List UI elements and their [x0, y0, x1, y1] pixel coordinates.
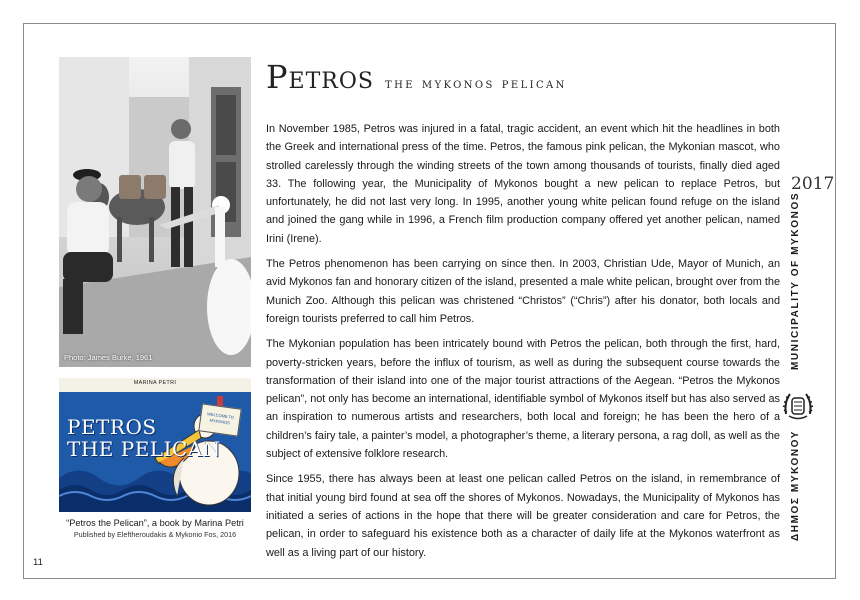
cover-author: MARINA PETRI	[133, 380, 177, 386]
municipality-label-gr: ΔΗΜΟΣ ΜΥΚΟΝΟΥ	[790, 429, 801, 541]
paragraph: Since 1955, there has always been at least one pelican called Petros on the island, in remembrance of that initial young bird found at sea off the shores of Mykonos. Nowadays, the Municipality of Mykonos has initiated a series of actions in the hope that there will be greater consideration and care for Petros, the pelican, in order to safeguard his existence both as a character of daily life at the Mykonos waterfront as well as a living part of our history.	[266, 473, 780, 559]
book-cover	[59, 378, 251, 512]
paragraph: In November 1985, Petros was injured in a fatal, tragic accident, an event which hit the headlines in both the Greek and international press of the time. Petros, the famous pink pelican, the Mykonian mascot, who strolled carelessly through the winding streets of the town among thousands of tourists, finally died aged 33. The following year, the Municipality of Mykonos bought a new pelican to replace Petros, but unfortunately, he did not last very long. In 1995, another young white pelican found refuge on the island and joined the gang while in 1996, a French film production company offered yet another pelican, named Irini (Irene).	[266, 123, 780, 245]
municipality-label-en: MUNICIPALITY OF MYKONOS	[790, 191, 801, 370]
paragraph: The Petros phenomenon has been carrying on since then. In 2003, Christian Ude, Mayor of Munich, an avid Mykonos fan and honorary citizen of the island, presented a male white pelican, brought over from the Munich Zoo. Although this pelican was christened “Christos” (“Chris”) after his donator, both locals and foreign tourists preferred to call him Petros.	[266, 258, 780, 325]
municipality-emblem-icon	[781, 388, 815, 422]
year-label: 2017	[791, 174, 835, 194]
historical-photo	[59, 57, 251, 367]
title-main: Petros	[266, 58, 374, 96]
page-title	[266, 58, 567, 96]
cover-title-line2: THE PELICAN	[67, 437, 221, 461]
page-number: 11	[33, 557, 43, 568]
cover-title-line1: PETROS	[67, 415, 157, 439]
cover-sign: WELCOME TO MYKONOS	[198, 403, 242, 436]
book-caption: “Petros the Pelican”, a book by Marina Petri	[66, 518, 244, 528]
article-body	[266, 120, 780, 569]
paragraph: The Mykonian population has been intricately bound with Petros the pelican, both through the first, hard, poverty-stricken years, before the influx of tourism, as well as during the subsequent course towards the transformation of their island into one of the major tourist attractions of the Aegean. “Petros the Mykonos pelican”, not only has become an international, identifiable symbol of Mykonos itself but has also served as an inspiration to numerous artists and researchers, both local and foreign; he has been the hero of a children’s fairy tale, a painter’s model, a photographer’s theme, a literary persona, a rag doll, as well as the subject of extensive folklore research.	[266, 338, 780, 461]
cover-title	[67, 416, 221, 460]
title-subtitle: the mykonos pelican	[385, 76, 567, 92]
book-publisher: Published by Eleftheroudakis & Mykonio Fos, 2016	[73, 530, 237, 539]
photo-credit: Photo: James Burke, 1961	[64, 353, 153, 362]
photo-illustration	[59, 57, 251, 367]
